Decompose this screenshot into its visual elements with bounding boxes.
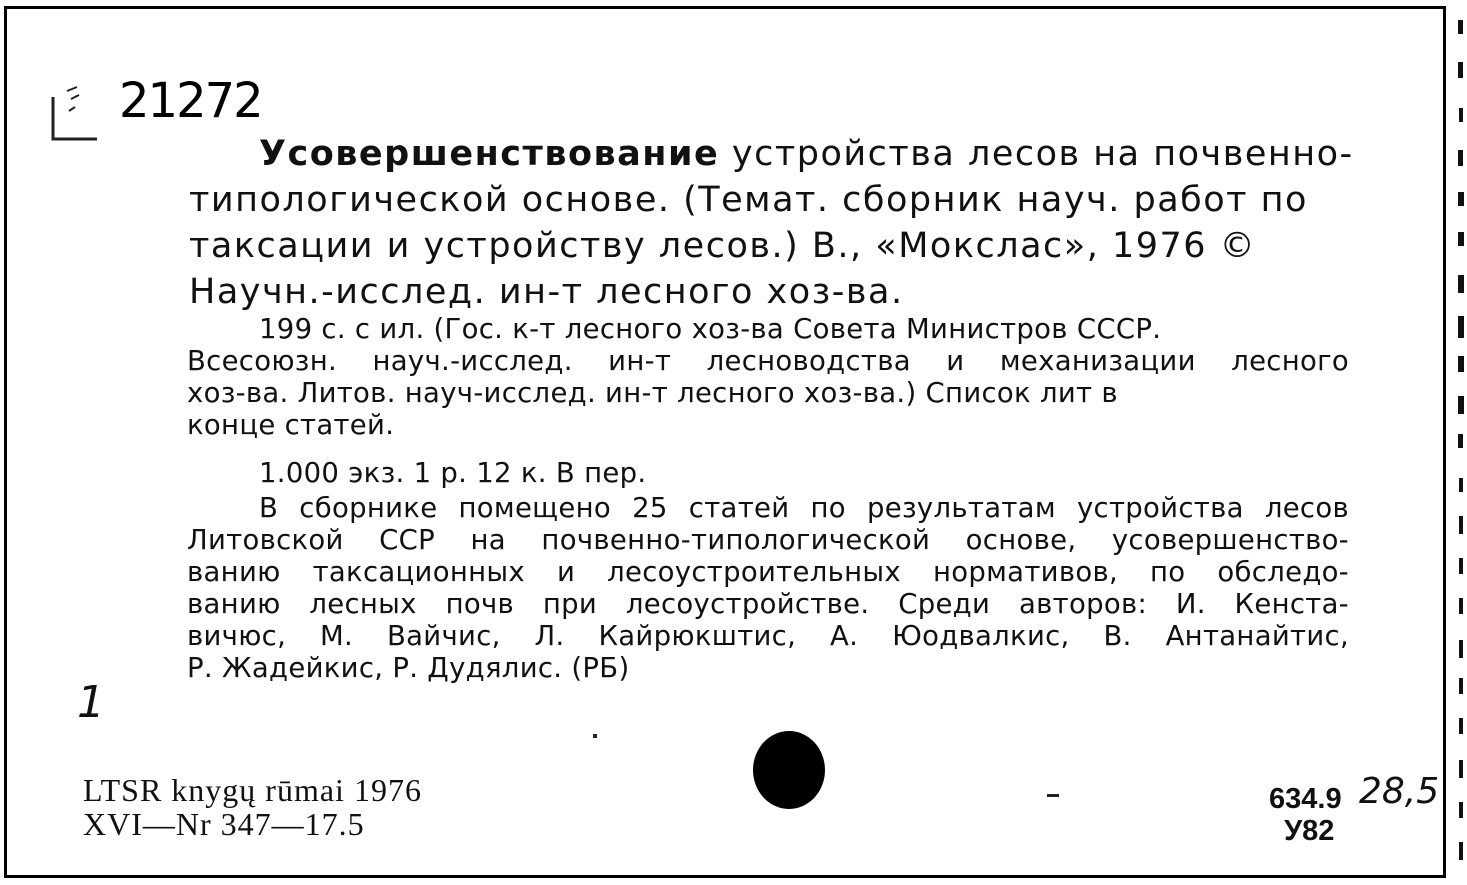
copies-price-line: 1.000 экз. 1 р. 12 к. В пер. [259, 457, 647, 489]
annotation-block [187, 492, 1349, 684]
title-line-1 [189, 131, 1359, 177]
annotation-line: ванию таксационных и лесоустроительных нормативов, по обследо- [187, 556, 1349, 588]
copies-price [187, 457, 1349, 489]
annotation-line: вичюс, М. Вайчис, Л. Кайрюкштис, А. Юодвалкис, В. Антанайтис, [187, 620, 1349, 652]
collation-line-1: 199 с. с ил. (Гос. к-т лесного хоз-ва Совета Министров СССР. [259, 313, 1162, 345]
publisher-year: В., «Мокслас», 1976 © [811, 226, 1257, 266]
annotation-line: Литовской ССР на почвенно-типологической основе, усовершенство- [187, 524, 1349, 556]
imprint-line-2: XVI—Nr 347—17.5 [83, 806, 365, 842]
title-block [189, 131, 1359, 315]
title-line-4: Научн.-исслед. ин-т лесного хоз-ва. [189, 272, 904, 312]
collation-line-3-left: хоз-ва. Литов. науч-исслед. ин-т лесного хоз-ва.) [187, 377, 917, 409]
title-line-1-rest: устройства лесов на почвенно- [731, 134, 1354, 174]
title-line-3-left: таксации и устройству лесов.) [189, 226, 800, 266]
speck-mark [593, 734, 597, 738]
imprint-block [83, 773, 422, 841]
collation-line-3-right: Список лит в [925, 377, 1118, 409]
collation-block [187, 313, 1349, 441]
title-heading-word: Усовершенствование [259, 134, 720, 174]
author-mark: У82 [1284, 815, 1335, 847]
collation-line-4: конце статей. [187, 409, 395, 441]
punch-hole [753, 731, 825, 809]
annotation-line: Р. Жадейкис, Р. Дудялис. (РБ) [187, 652, 630, 684]
inventory-number: 21272 [119, 73, 262, 129]
catalog-card [4, 6, 1446, 878]
annotation-line: В сборнике помещено 25 статей по результатам устройства лесов [259, 492, 1349, 524]
imprint-line-1: LTSR knygų rūmai 1976 [83, 772, 422, 808]
class-number: 634.9 [1269, 783, 1342, 815]
scanner-edge-strip [1455, 0, 1467, 885]
title-line-3 [189, 223, 1359, 269]
annotation-line: ванию лесных почв при лесоустройстве. Среди авторов: И. Кенста- [187, 588, 1349, 620]
corner-stamp-mark [49, 83, 101, 143]
speck-mark [1047, 794, 1059, 797]
class-number-handwritten: 28,5 [1359, 771, 1440, 812]
collation-line-2: Всесоюзн. науч.-исслед. ин-т лесноводства и механизации лесного [187, 345, 1349, 377]
collation-line-3 [187, 377, 1349, 409]
sheet-number: 1 [77, 677, 105, 728]
title-line-2: типологической основе. (Темат. сборник науч. работ по [189, 180, 1308, 220]
classification-block [1269, 783, 1342, 847]
